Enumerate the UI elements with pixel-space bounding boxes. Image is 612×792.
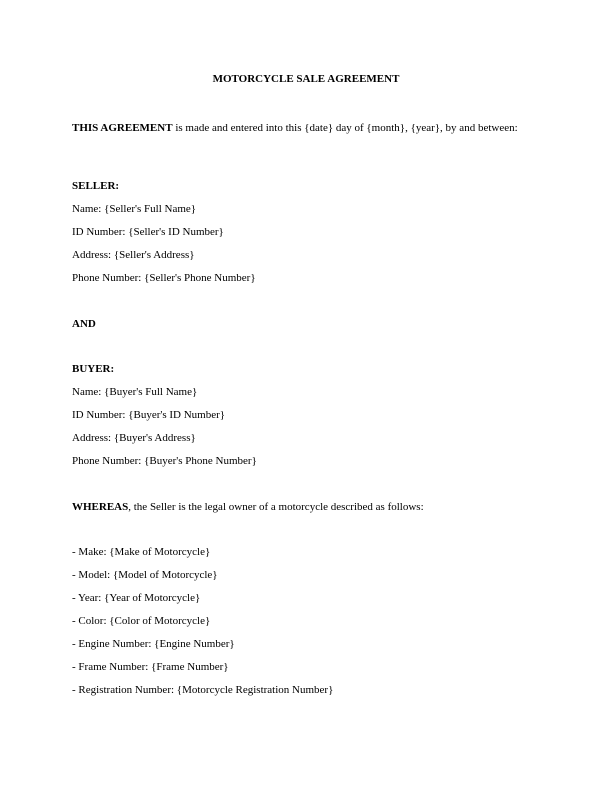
detail-engine-number: - Engine Number: {Engine Number} [72, 638, 235, 650]
seller-phone-line: Phone Number: {Seller's Phone Number} [72, 272, 256, 284]
detail-frame-number: - Frame Number: {Frame Number} [72, 661, 229, 673]
detail-make: - Make: {Make of Motorcycle} [72, 546, 211, 558]
detail-model: - Model: {Model of Motorcycle} [72, 569, 218, 581]
detail-color: - Color: {Color of Motorcycle} [72, 615, 211, 627]
buyer-name-line: Name: {Buyer's Full Name} [72, 386, 198, 398]
whereas-paragraph [72, 501, 424, 513]
whereas-text: , the Seller is the legal owner of a motorcycle described as follows: [128, 501, 424, 513]
seller-id-line: ID Number: {Seller's ID Number} [72, 226, 224, 238]
seller-name-line: Name: {Seller's Full Name} [72, 203, 197, 215]
intro-paragraph [72, 120, 522, 136]
whereas-lead: WHEREAS [72, 501, 129, 513]
buyer-address-line: Address: {Buyer's Address} [72, 432, 196, 444]
detail-year: - Year: {Year of Motorcycle} [72, 592, 201, 604]
seller-address-line: Address: {Seller's Address} [72, 249, 195, 261]
and-label: AND [72, 318, 96, 330]
intro-lead: THIS AGREEMENT [72, 122, 173, 134]
buyer-heading: BUYER: [72, 363, 115, 375]
detail-registration-number: - Registration Number: {Motorcycle Registration Number} [72, 684, 334, 696]
buyer-phone-line: Phone Number: {Buyer's Phone Number} [72, 455, 257, 467]
intro-text: is made and entered into this {date} day of {month}, {year}, by and between: [172, 122, 518, 134]
buyer-id-line: ID Number: {Buyer's ID Number} [72, 409, 226, 421]
seller-heading: SELLER: [72, 180, 120, 192]
document-title: MOTORCYCLE SALE AGREEMENT [212, 73, 400, 85]
